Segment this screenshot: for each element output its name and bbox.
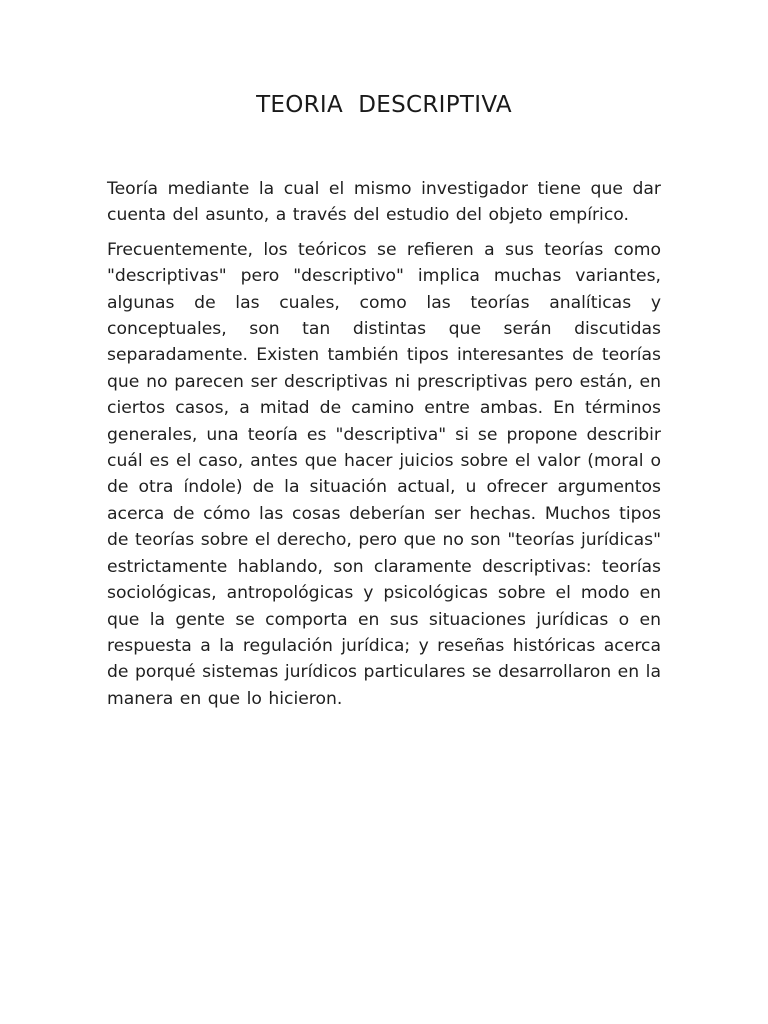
document-body — [107, 176, 661, 720]
paragraph-explanation: Frecuentemente, los teóricos se refieren a sus teorías como "descriptivas" pero "descriptivo" implica muchas variantes, algunas de las cuales, como las teorías analíticas y conceptuales, son tan distintas que serán discutidas separadamente. Existen también tipos interesantes de teorías que no parecen ser descriptivas ni prescriptivas pero están, en ciertos casos, a mitad de camino entre ambas. En términos generales, una teoría es "descriptiva" si se propone describir cuál es el caso, antes que hacer juicios sobre el valor (moral o de otra índole) de la situación actual, u ofrecer argumentos acerca de cómo las cosas deberían ser hechas. Muchos tipos de teorías sobre el derecho, pero que no son "teorías jurídicas" estrictamente hablando, son claramente descriptivas: teorías sociológicas, antropológicas y psicológicas sobre el modo en que la gente se comporta en sus situaciones jurídicas o en respuesta a la regulación jurídica; y reseñas históricas acerca de porqué sistemas jurídicos particulares se desarrollaron en la manera en que lo hicieron. — [107, 239, 661, 709]
paragraph-definition: Teoría mediante la cual el mismo investigador tiene que dar cuenta del asunto, a través del estudio del objeto empírico. — [107, 179, 661, 226]
document-title: TEORIA DESCRIPTIVA — [256, 92, 512, 118]
